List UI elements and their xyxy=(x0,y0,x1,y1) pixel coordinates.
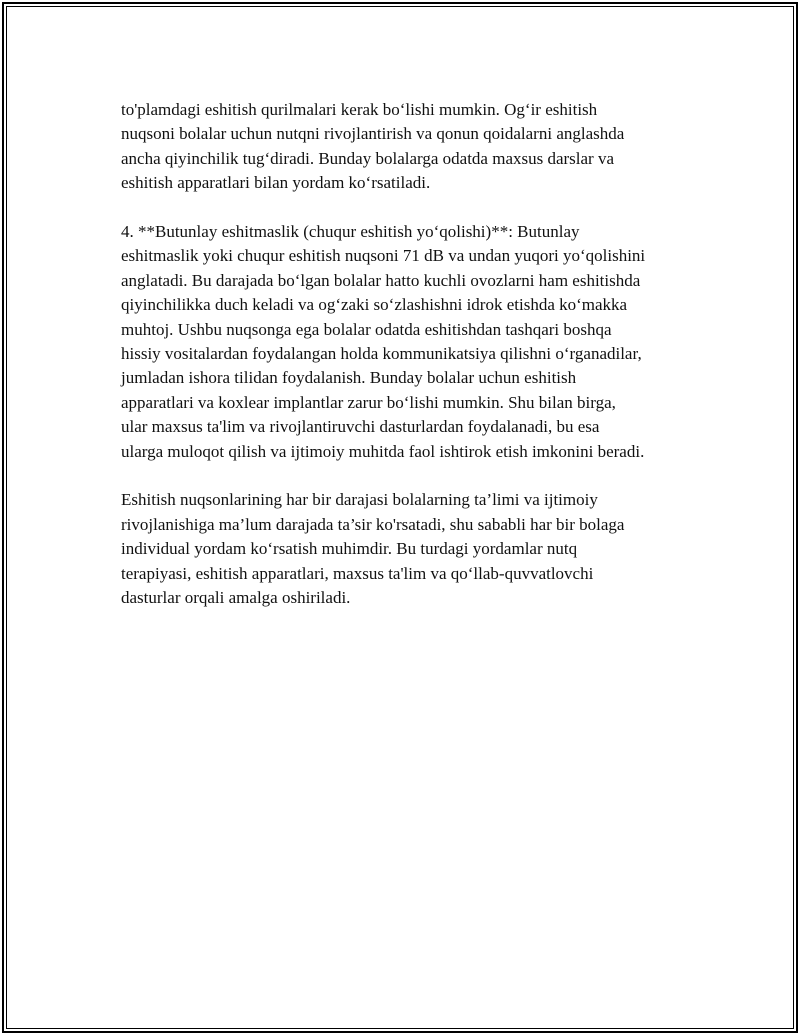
text-line: to'plamdagi eshitish qurilmalari kerak bo‘lishi mumkin. Og‘ir eshitish xyxy=(121,100,598,119)
text-line: terapiyasi, eshitish apparatlari, maxsus ta'lim va qo‘llab-quvvatlovchi xyxy=(121,563,594,583)
text-line: muhtoj. Ushbu nuqsonga ega bolalar odatda eshitishdan tashqari boshqa xyxy=(121,319,612,339)
paragraph-1 xyxy=(121,98,701,196)
text-line: ular maxsus ta'lim va rivojlantiruvchi dasturlardan foydalanadi, bu esa xyxy=(121,417,600,437)
text-line: qiyinchilikka duch keladi va og‘zaki so‘zlashishni idrok etishda ko‘makka xyxy=(121,295,628,315)
paragraph-2 xyxy=(121,220,701,464)
text-line: individual yordam ko‘rsatish muhimdir. Bu turdagi yordamlar nutq xyxy=(121,539,578,559)
text-line: ancha qiyinchilik tug‘diradi. Bunday bolalarga odatda maxsus darslar va xyxy=(121,148,615,168)
text-line: hissiy vositalardan foydalangan holda kommunikatsiya qilishni o‘rganadilar, xyxy=(121,344,642,364)
text-line: dasturlar orqali amalga oshiriladi. xyxy=(121,588,351,608)
text-line: eshitish apparatlari bilan yordam ko‘rsatiladi. xyxy=(121,173,431,193)
text-line: nuqsoni bolalar uchun nutqni rivojlantirish va qonun qoidalarni anglashda xyxy=(121,124,625,144)
text-line: rivojlanishiga ma’lum darajada ta’sir ko'rsatadi, shu sababli har bir bolaga xyxy=(121,514,625,534)
text-line: anglatadi. Bu darajada bo‘lgan bolalar hatto kuchli ovozlarni ham eshitishda xyxy=(121,270,641,290)
document-body xyxy=(121,98,701,635)
text-line: ularga muloqot qilish va ijtimoiy muhitda faol ishtirok etish imkonini beradi. xyxy=(121,441,645,461)
text-line: 4. **Butunlay eshitmaslik (chuqur eshitish yo‘qolishi)**: Butunlay xyxy=(121,222,580,242)
text-line: jumladan ishora tilidan foydalanish. Bunday bolalar uchun eshitish xyxy=(121,368,577,388)
text-line: apparatlari va koxlear implantlar zarur bo‘lishi mumkin. Shu bilan birga, xyxy=(121,392,616,412)
page-border xyxy=(2,2,798,1033)
paragraph-3 xyxy=(121,488,701,610)
text-line: eshitmaslik yoki chuqur eshitish nuqsoni 71 dB va undan yuqori yo‘qolishini xyxy=(121,246,646,266)
text-line: Eshitish nuqsonlarining har bir darajasi bolalarning ta’limi va ijtimoiy xyxy=(121,490,598,510)
